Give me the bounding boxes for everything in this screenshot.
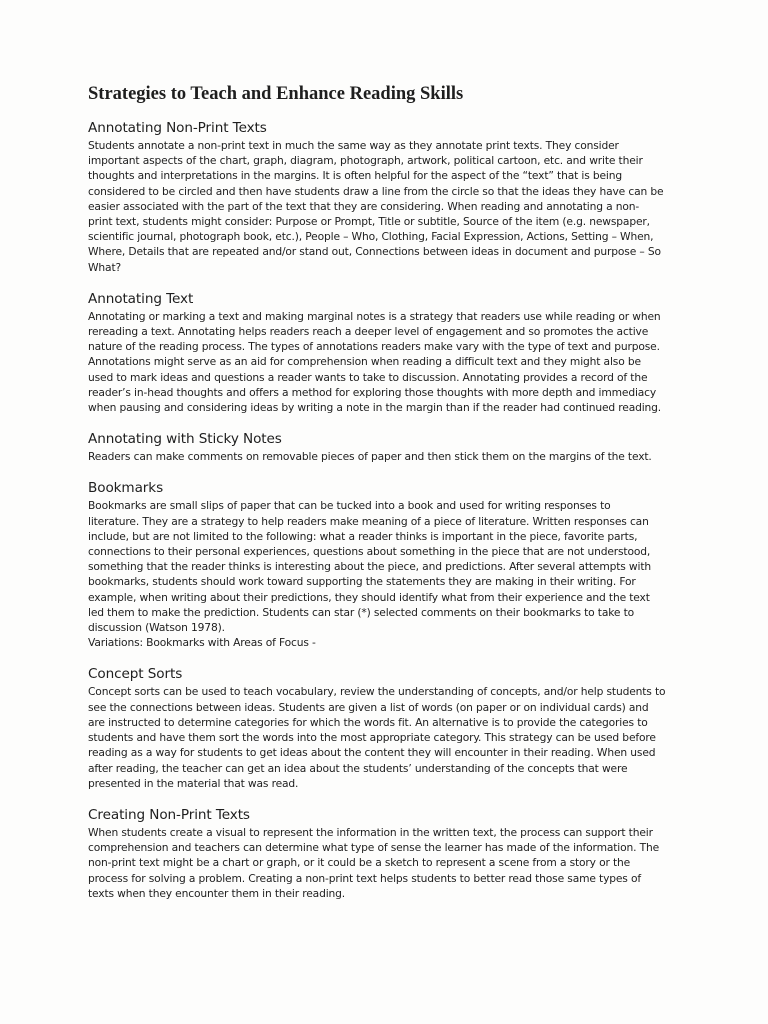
- text-line: process for solving a problem. Creating a non-print text helps students to better read those same types of: [88, 871, 641, 885]
- text-line: When students create a visual to represent the information in the written text, the process can support their: [88, 825, 653, 839]
- text-line: scientific journal, photograph book, etc.), People – Who, Clothing, Facial Expression, Actions, Setting – When,: [88, 230, 654, 244]
- document-title: Strategies to Teach and Enhance Reading Skills: [88, 84, 464, 104]
- section-heading: Annotating Non-Print Texts: [88, 120, 267, 136]
- text-line: Readers can make comments on removable pieces of paper and then stick them on the margins of the text.: [88, 450, 652, 464]
- section-body: [88, 449, 688, 464]
- text-line: students and have them sort the words into the most appropriate category. This strategy can be used before: [88, 731, 656, 745]
- text-line: non-print text might be a chart or graph, or it could be a sketch to represent a scene from a story or the: [88, 856, 631, 870]
- text-line: used to mark ideas and questions a reader wants to take to discussion. Annotating provides a record of the: [88, 370, 648, 384]
- section-body: [88, 684, 688, 790]
- section-heading: Annotating Text: [88, 290, 194, 307]
- section-annotating-with-sticky-notes: [88, 431, 688, 464]
- text-line: literature. They are a strategy to help readers make meaning of a piece of literature. Written responses can: [88, 514, 649, 528]
- text-line: print text, students might consider: Purpose or Prompt, Title or subtitle, Source of the item (e.g. newspaper,: [88, 215, 650, 229]
- text-line: Concept sorts can be used to teach vocabulary, review the understanding of concepts, and/or help students to: [88, 685, 666, 699]
- text-line: when pausing and considering ideas by writing a note in the margin than if the reader had continued reading.: [88, 401, 662, 415]
- section-annotating-text: [88, 291, 688, 415]
- text-line: bookmarks, students should work toward supporting the statements they are making in their writing. For: [88, 575, 636, 589]
- section-annotating-non-print-texts: [88, 120, 688, 275]
- text-line: after reading, the teacher can get an idea about the students’ understanding of the concepts that were: [88, 761, 628, 775]
- text-line: reader’s in-head thoughts and offers a method for exploring those thoughts with more depth and immediacy: [88, 385, 657, 399]
- text-line: Annotating or marking a text and making marginal notes is a strategy that readers use while reading or when: [88, 309, 661, 323]
- section-body: [88, 138, 688, 275]
- section-body: [88, 825, 688, 901]
- text-line: see the connections between ideas. Students are given a list of words (on paper or on individual cards) and: [88, 700, 649, 714]
- text-line: easier associated with the part of the text that they are considering. When reading and annotating a non-: [88, 199, 640, 213]
- text-line: thoughts and interpretations in the margins. It is often helpful for the aspect of the “text” that is being: [88, 169, 622, 183]
- section-heading: Bookmarks: [88, 480, 164, 497]
- text-line: example, when writing about their predictions, they should identify what from their experience and the text: [88, 590, 650, 604]
- text-line: presented in the material that was read.: [88, 776, 299, 790]
- text-line: discussion (Watson 1978).: [88, 621, 225, 635]
- document-page: [88, 84, 688, 917]
- section-concept-sorts: [88, 666, 688, 790]
- text-line: reading as a way for students to get ideas about the content they will encounter in their reading. When used: [88, 746, 656, 760]
- section-heading: Creating Non-Print Texts: [88, 806, 250, 823]
- section-body: [88, 498, 688, 650]
- section-heading: Concept Sorts: [88, 666, 183, 683]
- text-line: are instructed to determine categories for which the words fit. An alternative is to provide the categories to: [88, 715, 648, 729]
- section-creating-non-print-texts: [88, 807, 688, 901]
- section-heading: Annotating with Sticky Notes: [88, 431, 282, 448]
- text-line: texts when they encounter them in their reading.: [88, 886, 346, 900]
- text-line: nature of the reading process. The types of annotations readers make vary with the type of text and purpose.: [88, 340, 660, 354]
- section-body: [88, 309, 688, 415]
- text-line: Annotations might serve as an aid for comprehension when reading a difficult text and they might also be: [88, 355, 641, 369]
- text-line: comprehension and teachers can determine what type of sense the learner has made of the information. The: [88, 841, 660, 855]
- section-bookmarks: [88, 480, 688, 650]
- text-line: considered to be circled and then have students draw a line from the circle so that the ideas they have can be: [88, 184, 664, 198]
- text-line: led them to make the prediction. Students can star (*) selected comments on their bookmarks to take to: [88, 605, 635, 619]
- text-line: Variations: Bookmarks with Areas of Focus -: [88, 636, 316, 650]
- text-line: Students annotate a non-print text in much the same way as they annotate print texts. They consider: [88, 139, 619, 152]
- text-line: something that the reader thinks is interesting about the piece, and predictions. After several attempts with: [88, 560, 652, 574]
- text-line: important aspects of the chart, graph, diagram, photograph, artwork, political cartoon, etc. and write their: [88, 154, 643, 168]
- text-line: connections to their personal experiences, questions about something in the piece that are not understood,: [88, 545, 651, 559]
- text-line: include, but are not limited to the following: what a reader thinks is important in the piece, favorite parts,: [88, 529, 638, 543]
- text-line: rereading a text. Annotating helps readers reach a deeper level of engagement and so promotes the active: [88, 325, 649, 339]
- text-line: What?: [88, 260, 122, 274]
- text-line: Bookmarks are small slips of paper that can be tucked into a book and used for writing responses to: [88, 499, 611, 513]
- text-line: Where, Details that are repeated and/or stand out, Connections between ideas in document and purpose – So: [88, 245, 661, 259]
